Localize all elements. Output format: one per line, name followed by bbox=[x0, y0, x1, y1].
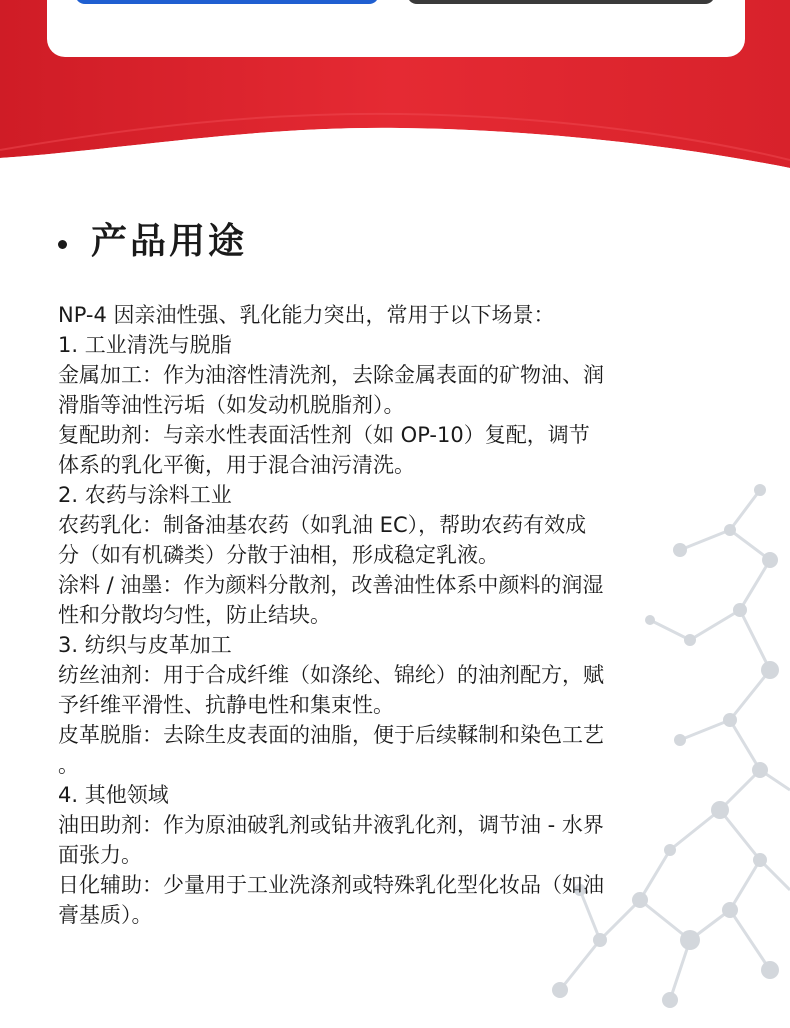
text-line: 日化辅助：少量用于工业洗涤剂或特殊乳化型化妆品（如油 bbox=[58, 873, 604, 897]
text-line: 予纤维平滑性、抗静电性和集束性。 bbox=[58, 693, 394, 717]
top-card bbox=[47, 0, 745, 57]
text-line: 膏基质）。 bbox=[58, 903, 153, 927]
blue-button-edge bbox=[75, 0, 379, 4]
text-line: 涂料 / 油墨：作为颜料分散剂，改善油性体系中颜料的润湿 bbox=[58, 573, 604, 597]
text-line: 性和分散均匀性，防止结块。 bbox=[58, 603, 331, 627]
text-line: 2. 农药与涂料工业 bbox=[58, 483, 232, 507]
text-line: 纺丝油剂：用于合成纤维（如涤纶、锦纶）的油剂配方，赋 bbox=[58, 663, 604, 687]
text-line: 3. 纺织与皮革加工 bbox=[58, 633, 232, 657]
section-title: 产品用途 bbox=[91, 221, 248, 262]
text-line: 油田助剂：作为原油破乳剂或钻井液乳化剂，调节油 - 水界 bbox=[58, 813, 604, 837]
bullet-dot bbox=[58, 240, 67, 249]
text-line: 皮革脱脂：去除生皮表面的油脂，便于后续鞣制和染色工艺 bbox=[58, 723, 604, 747]
text-line: 复配助剂：与亲水性表面活性剂（如 OP-10）复配，调节 bbox=[58, 423, 590, 447]
product-image-edge bbox=[407, 0, 715, 4]
text-line: 金属加工：作为油溶性清洗剂，去除金属表面的矿物油、润 bbox=[58, 363, 604, 387]
section-header bbox=[58, 212, 247, 272]
usage-text bbox=[58, 300, 730, 930]
text-line: 体系的乳化平衡，用于混合油污清洗。 bbox=[58, 453, 415, 477]
text-line: 农药乳化：制备油基农药（如乳油 EC），帮助农药有效成 bbox=[58, 513, 587, 537]
text-line: 4. 其他领域 bbox=[58, 783, 169, 807]
text-line: 面张力。 bbox=[58, 843, 142, 867]
text-line: 滑脂等油性污垢（如发动机脱脂剂）。 bbox=[58, 393, 405, 417]
text-line: NP-4 因亲油性强、乳化能力突出，常用于以下场景： bbox=[58, 303, 555, 327]
text-line: 。 bbox=[58, 753, 79, 777]
text-line: 分（如有机磷类）分散于油相，形成稳定乳液。 bbox=[58, 543, 499, 567]
text-line: 1. 工业清洗与脱脂 bbox=[58, 333, 232, 357]
